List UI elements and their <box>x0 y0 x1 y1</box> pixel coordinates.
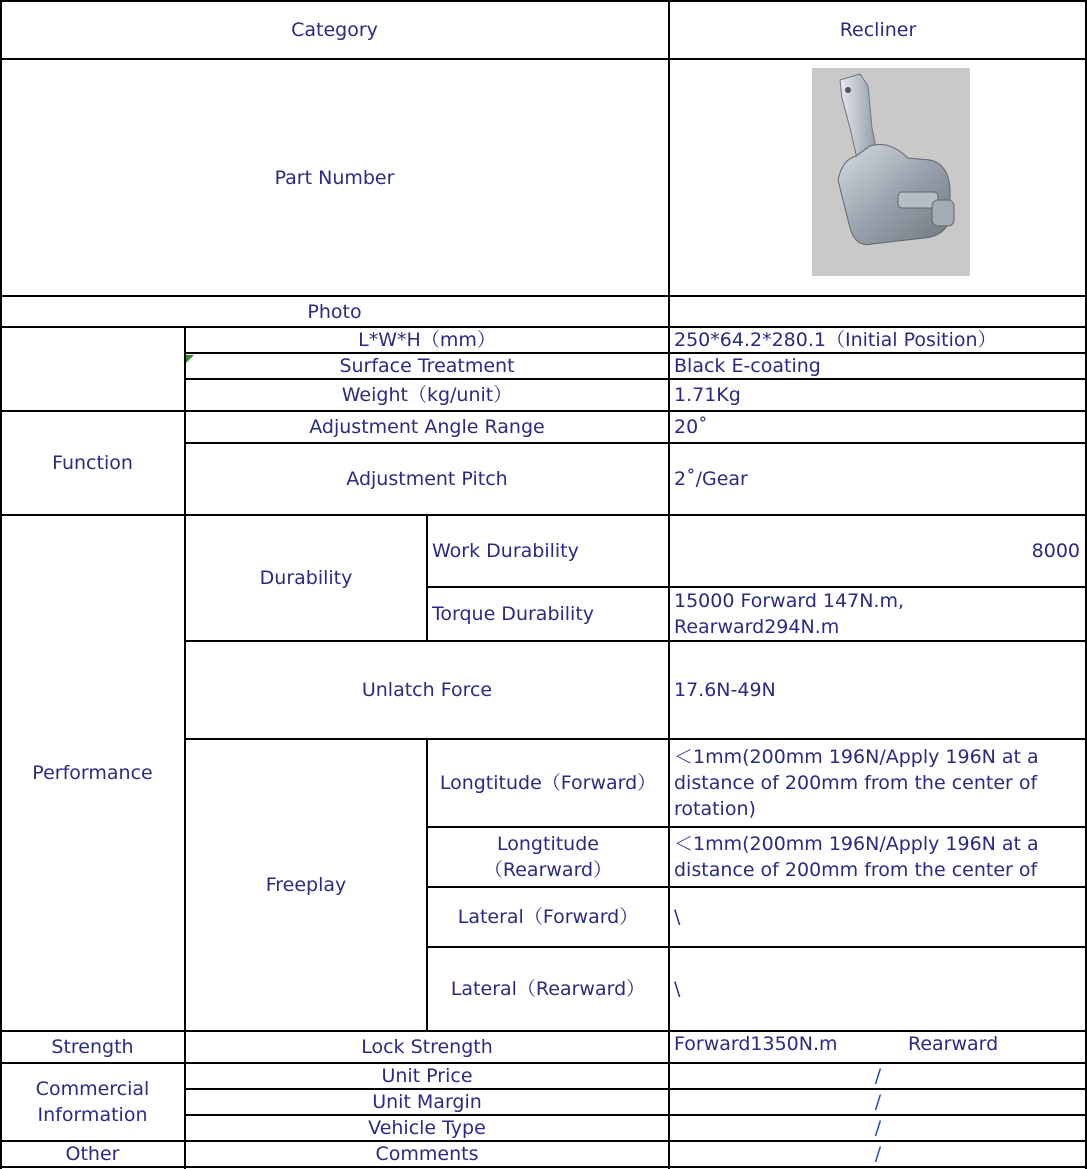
recliner-mechanism-photo <box>812 68 970 276</box>
comments-label: Comments <box>375 1143 479 1165</box>
lock-strength-rearward-value: Rearward <box>908 1033 999 1055</box>
part-number-label: Part Number <box>274 166 395 189</box>
surface-treatment-label: Surface Treatment <box>339 355 515 377</box>
lateral-forward-label: Lateral（Forward） <box>457 906 639 928</box>
lateral-rearward-value: \ <box>674 978 681 1000</box>
photo-label: Photo <box>307 300 362 323</box>
other-label: Other <box>65 1143 120 1165</box>
category-value: Recliner <box>839 18 917 41</box>
lateral-forward-value: \ <box>674 906 681 928</box>
torque-durability-label: Torque Durability <box>432 603 595 625</box>
cell-comment-marker <box>186 355 194 363</box>
work-durability-value: 8000 <box>1031 540 1080 562</box>
category-label: Category <box>291 18 378 41</box>
vehicle-type-label: Vehicle Type <box>368 1117 486 1139</box>
work-durability-label: Work Durability <box>432 540 579 562</box>
unit-price-label: Unit Price <box>381 1065 473 1087</box>
performance-label: Performance <box>32 762 153 784</box>
lwh-label: L*W*H（mm） <box>358 329 496 351</box>
longitude-rearward-label: Longtitude （Rearward） <box>483 833 613 881</box>
unit-margin-value: / <box>874 1091 882 1113</box>
vehicle-type-value: / <box>874 1117 882 1139</box>
adjustment-pitch-value: 2˚/Gear <box>674 468 748 490</box>
lock-strength-forward-value: Forward1350N.m <box>674 1033 838 1055</box>
unlatch-force-label: Unlatch Force <box>361 679 493 701</box>
torque-durability-value: 15000 Forward 147N.m, Rearward294N.m <box>674 590 904 638</box>
lateral-rearward-label: Lateral（Rearward） <box>450 978 646 1000</box>
longitude-forward-value: ＜1mm(200mm 196N/Apply 196N at a distance of 200mm from the center of rotation) <box>674 746 1039 820</box>
adjustment-pitch-label: Adjustment Pitch <box>346 468 508 490</box>
adjustment-angle-label: Adjustment Angle Range <box>309 416 545 438</box>
commercial-information-label: Commercial Information <box>35 1078 150 1126</box>
lwh-value: 250*64.2*280.1（Initial Position） <box>674 329 997 351</box>
durability-label: Durability <box>259 567 353 589</box>
unlatch-force-value: 17.6N-49N <box>674 679 776 701</box>
function-label: Function <box>52 452 133 474</box>
surface-treatment-value: Black E-coating <box>674 355 821 377</box>
longitude-rearward-value: ＜1mm(200mm 196N/Apply 196N at a distance of 200mm from the center of <box>674 833 1039 881</box>
unit-margin-label: Unit Margin <box>372 1091 482 1113</box>
lock-strength-label: Lock Strength <box>361 1036 493 1058</box>
unit-price-value: / <box>874 1065 882 1087</box>
freeplay-label: Freeplay <box>265 874 347 896</box>
weight-label: Weight（kg/unit） <box>341 384 513 406</box>
weight-value: 1.71Kg <box>674 384 741 406</box>
adjustment-angle-value: 20˚ <box>674 416 708 438</box>
longitude-forward-label: Longtitude（Forward） <box>439 772 657 794</box>
strength-label: Strength <box>51 1036 134 1058</box>
comments-value: / <box>874 1143 882 1165</box>
